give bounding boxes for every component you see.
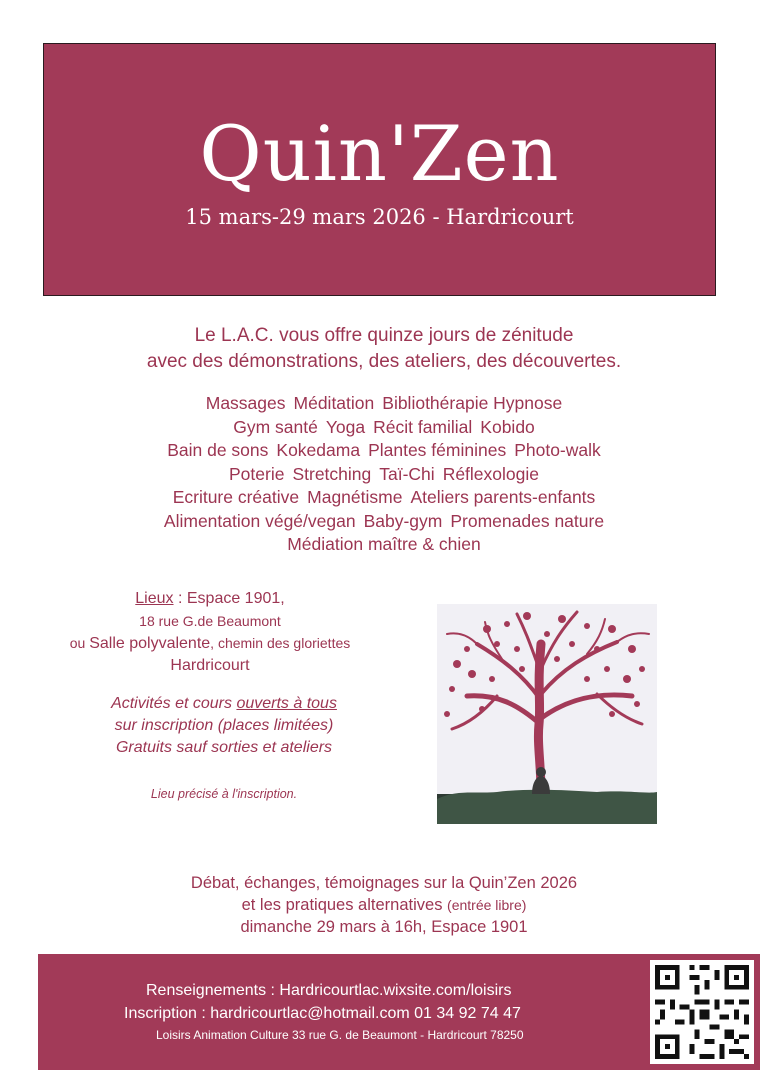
venue-1-address: 18 rue G.de Beaumont bbox=[139, 613, 281, 629]
activity-item: Ateliers parents-enfants bbox=[410, 487, 596, 507]
footer-address-line: Loisirs Animation Culture 33 rue G. de Beaumont - Hardricourt 78250 bbox=[156, 1028, 524, 1042]
activities-row bbox=[0, 392, 768, 416]
venue-or: ou bbox=[69, 635, 90, 651]
activities-list bbox=[0, 392, 768, 557]
courses-line-2: sur inscription (places limitées) bbox=[114, 717, 334, 734]
activity-item: Méditation bbox=[293, 393, 375, 413]
venues-label: Lieux bbox=[135, 590, 174, 607]
activity-item: Yoga bbox=[325, 416, 366, 437]
courses-line-1a: Activités et cours bbox=[111, 695, 237, 712]
venue-2: Salle polyvalente bbox=[89, 635, 211, 652]
intro-line-2: avec des démonstrations, des ateliers, des découvertes. bbox=[146, 351, 622, 372]
debate-line-2a: et les pratiques alternatives bbox=[241, 896, 448, 914]
location-note: Lieu précisé à l'inscription. bbox=[150, 787, 298, 801]
footer-info-line: Renseignements : Hardricourtlac.wixsite.com/loisirs bbox=[146, 982, 512, 999]
activity-item: Kokedama bbox=[276, 440, 361, 460]
venue-town: Hardricourt bbox=[170, 657, 250, 674]
debate-line-1: Débat, échanges, témoignages sur la Quin’Zen 2026 bbox=[190, 874, 578, 892]
activity-item: Stretching bbox=[292, 463, 372, 484]
activity-item: Massages bbox=[205, 393, 286, 413]
activity-item: Photo-walk bbox=[514, 440, 601, 460]
activities-row bbox=[0, 463, 768, 487]
debate-line-3: dimanche 29 mars à 16h, Espace 1901 bbox=[240, 918, 528, 936]
venue-2-address: , chemin des gloriettes bbox=[210, 635, 351, 651]
footer-banner bbox=[38, 954, 760, 1070]
courses-open: ouverts à tous bbox=[236, 695, 337, 712]
activities-row bbox=[0, 533, 768, 557]
activity-item: Bibliothérapie Hypnose bbox=[382, 393, 563, 413]
footer-registration-line: Inscription : hardricourtlac@hotmail.com 01 34 92 74 47 bbox=[124, 1005, 521, 1022]
header-banner bbox=[43, 43, 716, 296]
activity-item: Taï-Chi bbox=[379, 463, 435, 484]
activity-item: Ecriture créative bbox=[172, 487, 300, 507]
activity-item: Alimentation végé/vegan bbox=[163, 510, 356, 531]
tree-mural-icon bbox=[437, 604, 657, 824]
activity-item: Magnétisme bbox=[307, 487, 403, 507]
tree-mural-image bbox=[437, 604, 657, 824]
intro-text bbox=[0, 323, 768, 375]
activity-item: Kobido bbox=[480, 416, 535, 437]
venues bbox=[0, 588, 420, 677]
intro-line-1: Le L.A.C. vous offre quinze jours de zénitude bbox=[194, 325, 574, 346]
qr-code-icon[interactable] bbox=[650, 960, 754, 1064]
activities-row bbox=[0, 416, 768, 440]
activity-item: Promenades nature bbox=[450, 510, 605, 531]
event-dates: 15 mars-29 mars 2026 - Hardricourt bbox=[185, 205, 574, 229]
activity-item: Bain de sons bbox=[167, 440, 269, 460]
page-title: Quin'Zen bbox=[199, 109, 560, 198]
activities-row bbox=[0, 439, 768, 463]
activities-row bbox=[0, 510, 768, 534]
activity-item: Plantes féminines bbox=[368, 440, 507, 460]
courses-info bbox=[0, 693, 448, 759]
activity-item: Poterie bbox=[229, 463, 285, 484]
activity-item: Gym santé bbox=[233, 416, 318, 437]
activity-item: Médiation maître & chien bbox=[287, 534, 481, 554]
debate-info bbox=[0, 872, 768, 938]
debate-free-entry: (entrée libre) bbox=[447, 897, 527, 913]
courses-line-3: Gratuits sauf sorties et ateliers bbox=[115, 739, 333, 756]
venue-1: : Espace 1901, bbox=[173, 590, 285, 607]
activity-item: Réflexologie bbox=[442, 463, 539, 484]
activities-row bbox=[0, 486, 768, 510]
activity-item: Récit familial bbox=[373, 416, 473, 437]
activity-item: Baby-gym bbox=[363, 510, 443, 531]
